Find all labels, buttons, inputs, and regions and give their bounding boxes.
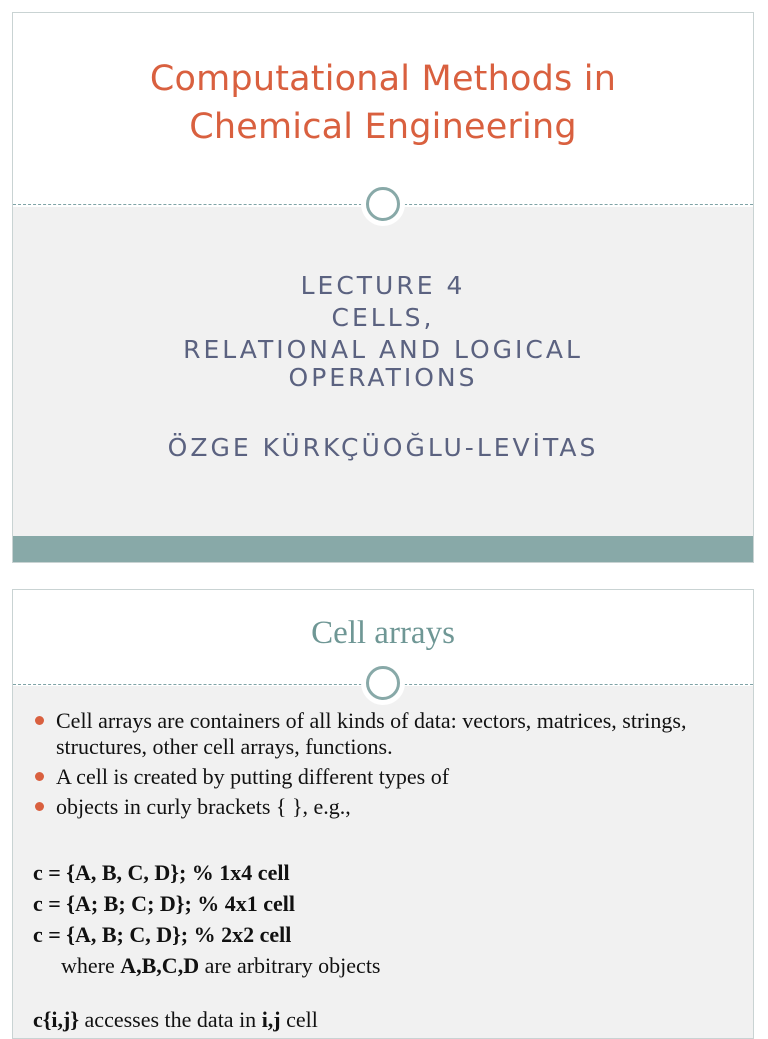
where-suffix: are arbitrary objects (199, 953, 381, 978)
author-name: ÖZGE KÜRKÇÜOĞLU-LEVİTAS (167, 433, 599, 462)
code-line: c = {A, B; C, D}; % 2x2 cell (33, 922, 292, 947)
code-examples (33, 857, 381, 1035)
topic-line-2: RELATIONAL AND LOGICAL (183, 335, 583, 364)
bullet-dot-icon (35, 802, 44, 811)
course-title (13, 55, 753, 151)
circle-ornament-icon (366, 187, 400, 221)
code-line: c = {A, B, C, D}; % 1x4 cell (33, 860, 290, 885)
topic-line-3: OPERATIONS (288, 363, 478, 392)
lecture-number: LECTURE 4 (300, 271, 466, 300)
access-expr: c{i,j} (33, 1007, 80, 1032)
where-note (33, 950, 381, 981)
slide-heading: Cell arrays (311, 615, 455, 651)
list-item-text: objects in curly brackets { }, e.g., (56, 794, 351, 819)
list-item (33, 708, 733, 760)
slide-1 (12, 12, 754, 563)
accent-bar (13, 536, 753, 562)
code-line: c = {A; B; C; D}; % 4x1 cell (33, 891, 296, 916)
access-index: i,j (261, 1007, 281, 1032)
bullet-dot-icon (35, 716, 44, 725)
list-item (33, 794, 733, 820)
bullet-list (33, 708, 733, 824)
access-suffix: cell (280, 1007, 318, 1032)
where-prefix: where (61, 953, 121, 978)
course-title-line-2: Chemical Engineering (189, 107, 577, 147)
topic-line-1: CELLS, (331, 303, 435, 332)
list-item-text: A cell is created by putting different types of (56, 764, 450, 789)
slide-2 (12, 589, 754, 1039)
lecture-subtitle (13, 270, 753, 394)
course-title-line-1: Computational Methods in (149, 59, 617, 99)
access-note (33, 1004, 381, 1035)
list-item (33, 764, 733, 790)
bullet-dot-icon (35, 772, 44, 781)
circle-ornament-icon (366, 666, 400, 700)
title-panel (13, 13, 753, 207)
list-item-text: Cell arrays are containers of all kinds of data: vectors, matrices, strings, structures, other cell arrays, functions. (56, 708, 687, 759)
access-mid: accesses the data in (79, 1007, 262, 1032)
where-objects: A,B,C,D (120, 953, 200, 978)
